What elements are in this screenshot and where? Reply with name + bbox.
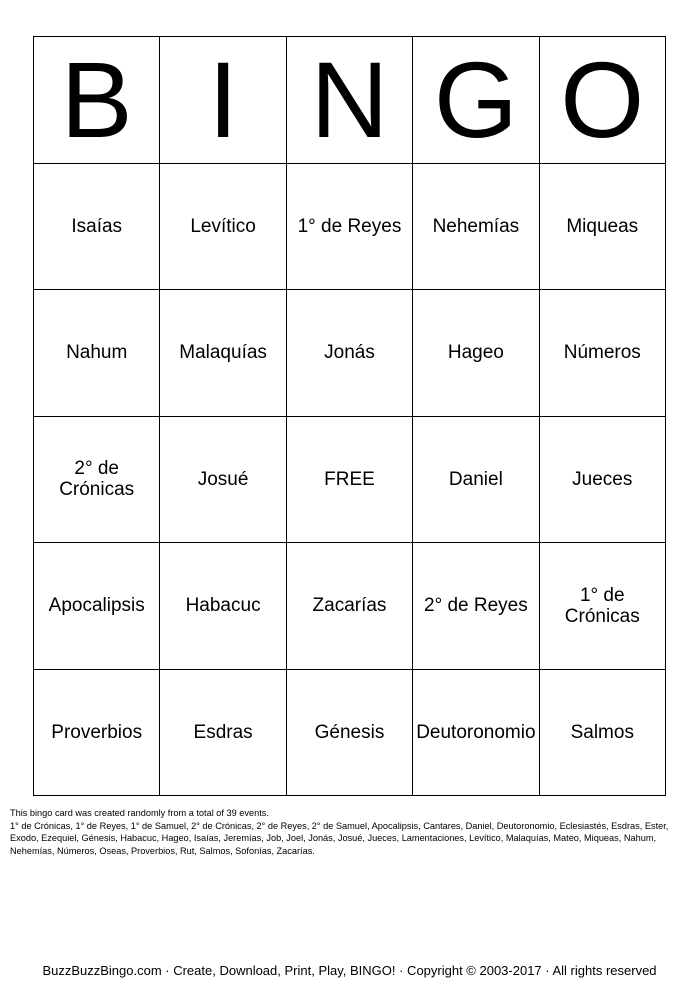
cell-label: 1° de Crónicas <box>564 584 640 627</box>
free-space-cell <box>286 416 412 543</box>
bingo-card <box>33 36 666 796</box>
bingo-cell <box>34 543 160 670</box>
bingo-cell <box>34 163 160 290</box>
copyright-line: BuzzBuzzBingo.com · Create, Download, Print, Play, BINGO! · Copyright © 2003-2017 · All rights reserved <box>42 963 657 978</box>
cell-label: Levítico <box>190 215 256 237</box>
cell-label: Malaquías <box>179 342 267 364</box>
header-letter-b: B <box>34 37 160 164</box>
bingo-cell <box>34 669 160 796</box>
bingo-cell <box>539 163 665 290</box>
created-note: This bingo card was created randomly from a total of 39 events. <box>10 808 269 818</box>
header-letter-i: I <box>160 37 286 164</box>
cell-label: 2° de Crónicas <box>59 458 135 501</box>
grid-row-3 <box>34 416 666 543</box>
cell-label: Habacuc <box>185 595 261 617</box>
cell-label: Daniel <box>448 468 503 490</box>
bingo-cell <box>160 669 286 796</box>
bingo-cell <box>413 290 539 417</box>
bingo-cell <box>413 163 539 290</box>
cell-label: FREE <box>324 468 375 490</box>
grid-row-5 <box>34 669 666 796</box>
bingo-cell <box>34 290 160 417</box>
cell-label: Génesis <box>314 721 385 743</box>
cell-label: Nahum <box>66 342 128 364</box>
bingo-cell <box>286 290 412 417</box>
bingo-cell <box>160 416 286 543</box>
bingo-cell <box>34 416 160 543</box>
cell-label: Salmos <box>570 721 634 743</box>
bingo-cell <box>539 290 665 417</box>
cell-label: Números <box>563 342 641 364</box>
cell-label: Proverbios <box>51 721 143 743</box>
bingo-cell <box>160 163 286 290</box>
bingo-cell <box>539 416 665 543</box>
header-row <box>34 37 666 164</box>
cell-label: Jonás <box>324 342 375 364</box>
cell-label: Miqueas <box>566 215 639 237</box>
bingo-cell <box>413 416 539 543</box>
cell-label: Nehemías <box>432 215 520 237</box>
bingo-cell <box>413 669 539 796</box>
cell-label: Josué <box>197 468 249 490</box>
cell-label: 2° de Reyes <box>424 595 528 617</box>
events-list: 1° de Crónicas, 1° de Reyes, 1° de Samuel, 2° de Crónicas, 2° de Reyes, 2° de Samuel, Apocalipsis, Cantares, Daniel, Deutoronomio, Eclesiastés, Esdras, Ester, Exodo, Ezequiel, Génesis, Habacuc, Hageo, Isaías, Jeremías, Job, Joel, Jonás, Josué, Jueces, Lamentaciones, Levítico, Malaquías, Mateo, Miqueas, Nahum, Nehemías, Números, Oseas, Proverbios, Rut, Salmos, Sofonías, Zacarías. <box>10 820 669 856</box>
bingo-cell <box>286 163 412 290</box>
cell-label: Esdras <box>193 721 253 743</box>
cell-label: Apocalipsis <box>48 595 145 617</box>
grid-row-2 <box>34 290 666 417</box>
footer-notes <box>10 807 694 857</box>
bingo-cell <box>286 669 412 796</box>
cell-label: 1° de Reyes <box>297 215 402 237</box>
cell-label: Zacarías <box>312 595 387 617</box>
cell-label: Deutoronomio <box>416 721 536 743</box>
header-letter-o: O <box>539 37 665 164</box>
bingo-cell <box>160 543 286 670</box>
bingo-cell <box>160 290 286 417</box>
cell-label: Jueces <box>572 468 633 490</box>
bingo-cell <box>539 669 665 796</box>
grid-row-4 <box>34 543 666 670</box>
bingo-cell <box>286 543 412 670</box>
bingo-cell <box>413 543 539 670</box>
header-letter-g: G <box>413 37 539 164</box>
cell-label: Hageo <box>447 342 504 364</box>
grid-row-1 <box>34 163 666 290</box>
header-letter-n: N <box>286 37 412 164</box>
cell-label: Isaías <box>71 215 123 237</box>
bingo-cell <box>539 543 665 670</box>
